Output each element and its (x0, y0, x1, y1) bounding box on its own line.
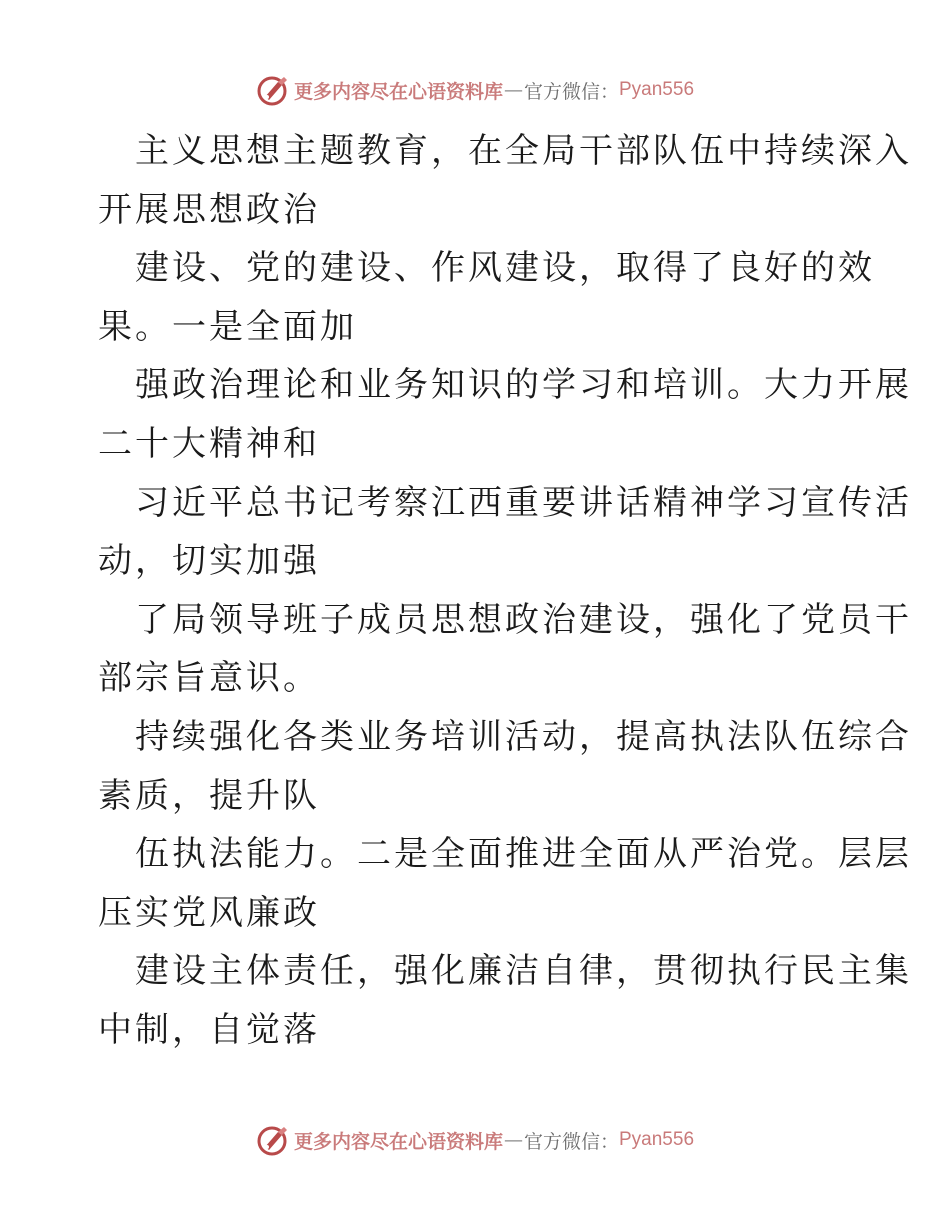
body-line: 二十大精神和 (98, 423, 320, 464)
header-banner (0, 70, 950, 110)
red-pen-logo-icon (256, 1123, 290, 1157)
body-line: 持续强化各类业务培训活动，提高执法队伍综合 (135, 716, 912, 757)
body-line: 开展思想政治 (98, 189, 320, 230)
body-line: 素质，提升队 (98, 775, 320, 816)
body-line: 动，切实加强 (98, 541, 320, 582)
body-line: 强政治理论和业务知识的学习和培训。大力开展 (135, 365, 912, 406)
body-line: 伍执法能力。二是全面推进全面从严治党。层层 (135, 834, 912, 875)
header-brand-text: 更多内容尽在心语资料库 (293, 80, 503, 103)
body-line: 建设主体责任，强化廉洁自律，贯彻执行民主集 (135, 951, 912, 992)
footer-banner (0, 1120, 950, 1160)
body-line: 中制，自觉落 (98, 1009, 320, 1050)
footer-account-id: Pyan556 (619, 1129, 695, 1150)
body-line: 主义思想主题教育，在全局干部队伍中持续深入 (135, 131, 912, 171)
header-banner-text (294, 77, 694, 104)
body-line: 部宗旨意识。 (98, 658, 320, 699)
header-account-id: Pyan556 (619, 79, 695, 100)
document-body (98, 122, 912, 1060)
body-line: 果。一是全面加 (98, 306, 357, 347)
footer-wechat-label: 官方微信： (523, 1130, 619, 1153)
body-line: 习近平总书记考察江西重要讲话精神学习宣传活 (135, 482, 912, 523)
body-line: 压实党风廉政 (98, 892, 320, 933)
footer-banner-text (294, 1127, 694, 1154)
body-line: 建设、党的建设、作风建设，取得了良好的效 (135, 248, 875, 289)
header-separator: — (503, 79, 523, 101)
header-wechat-label: 官方微信： (523, 80, 619, 103)
footer-brand-text: 更多内容尽在心语资料库 (293, 1130, 503, 1153)
red-pen-logo-icon (256, 73, 290, 107)
body-line: 了局领导班子成员思想政治建设，强化了党员干 (135, 599, 912, 640)
footer-separator: — (503, 1129, 523, 1151)
